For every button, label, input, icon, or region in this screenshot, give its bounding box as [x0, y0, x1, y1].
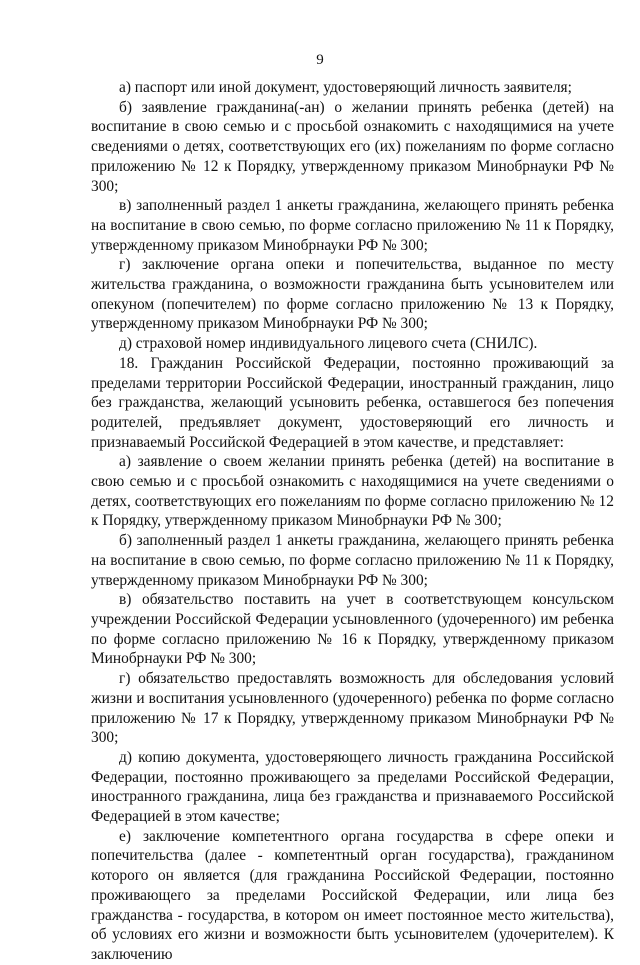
paragraph-application: б) заявление гражданина(-ан) о желании принять ребенка (детей) на воспитание в свою семью и с просьбой ознакомить с находящимися на учете сведениями о детях, соответствующих его (их) пожеланиям по форме согласно приложению № 12 к Порядку, утвержденному приказом Минобрнауки РФ № 300;: [91, 98, 614, 195]
paragraph-18-v: в) обязательство поставить на учет в соответствующем консульском учреждении Российской Федерации усыновленного (удочеренного) им ребенка по форме согласно приложению № 16 к Порядку, утвержденному приказом Минобрнауки РФ № 300;: [91, 591, 614, 668]
paragraph-18-e: е) заключение компетентного органа государства в сфере опеки и попечительства (далее - компетентный орган государства), гражданином которого он является (для гражданина Российской Федерации, постоянно проживающего за пределами Российской Федерации, или лица без гражданства - государства, в котором он имеет постоянное место жительства), об условиях его жизни и возможности быть усыновителем (удочерителем). К заключению: [91, 827, 614, 963]
paragraph-18-d: д) копию документа, удостоверяющего личность гражданина Российской Федерации, постоянно проживающего за пределами Российской Федерации, иностранного гражданина, лица без гражданства и признаваемого Российской Федерацией в этом качестве;: [91, 748, 614, 826]
paragraph-18-b: б) заполненный раздел 1 анкеты гражданина, желающего принять ребенка на воспитание в свою семью, по форме согласно приложению № 11 к Порядку, утвержденному приказом Минобрнауки РФ № 300;: [91, 532, 614, 589]
paragraph-item-18: 18. Гражданин Российской Федерации, постоянно проживающий за пределами территории Российской Федерации, иностранный гражданин, лицо без гражданства, желающий усыновить ребенка, оставшегося без попечения родителей, предъявляет документ, удостоверяющий его личность и признаваемый Российской Федерацией в этом качестве, и представляет:: [91, 354, 614, 451]
paragraph-guardianship-conclusion: г) заключение органа опеки и попечительства, выданное по месту жительства гражданина, о возможности гражданина быть усыновителем или опекуном (попечителем) по форме согласно приложению № 13 к Порядку, утвержденному приказом Минобрнауки РФ № 300;: [91, 256, 614, 333]
paragraph-18-a: а) заявление о своем желании принять ребенка (детей) на воспитание в свою семью и с просьбой ознакомить с находящимися на учете сведениями о детях, соответствующих его пожеланиям по форме согласно приложению № 12 к Порядку, утвержденному приказом Минобрнауки РФ № 300;: [91, 453, 614, 530]
paragraph-questionnaire: в) заполненный раздел 1 анкеты гражданина, желающего принять ребенка на воспитание в свою семью, по форме согласно приложению № 11 к Порядку, утвержденному приказом Минобрнауки РФ № 300;: [91, 197, 614, 254]
paragraph-18-g: г) обязательство предоставлять возможность для обследования условий жизни и воспитания усыновленного (удочеренного) ребенка по форме согласно приложению № 17 к Порядку, утвержденному приказом Минобрнауки РФ № 300;: [91, 670, 614, 747]
page-number: 9: [316, 52, 324, 68]
paragraph-snils: д) страховой номер индивидуального лицевого счета (СНИЛС).: [119, 335, 538, 353]
paragraph-passport: а) паспорт или иной документ, удостоверяющий личность заявителя;: [119, 79, 572, 96]
document-body: [91, 78, 614, 965]
